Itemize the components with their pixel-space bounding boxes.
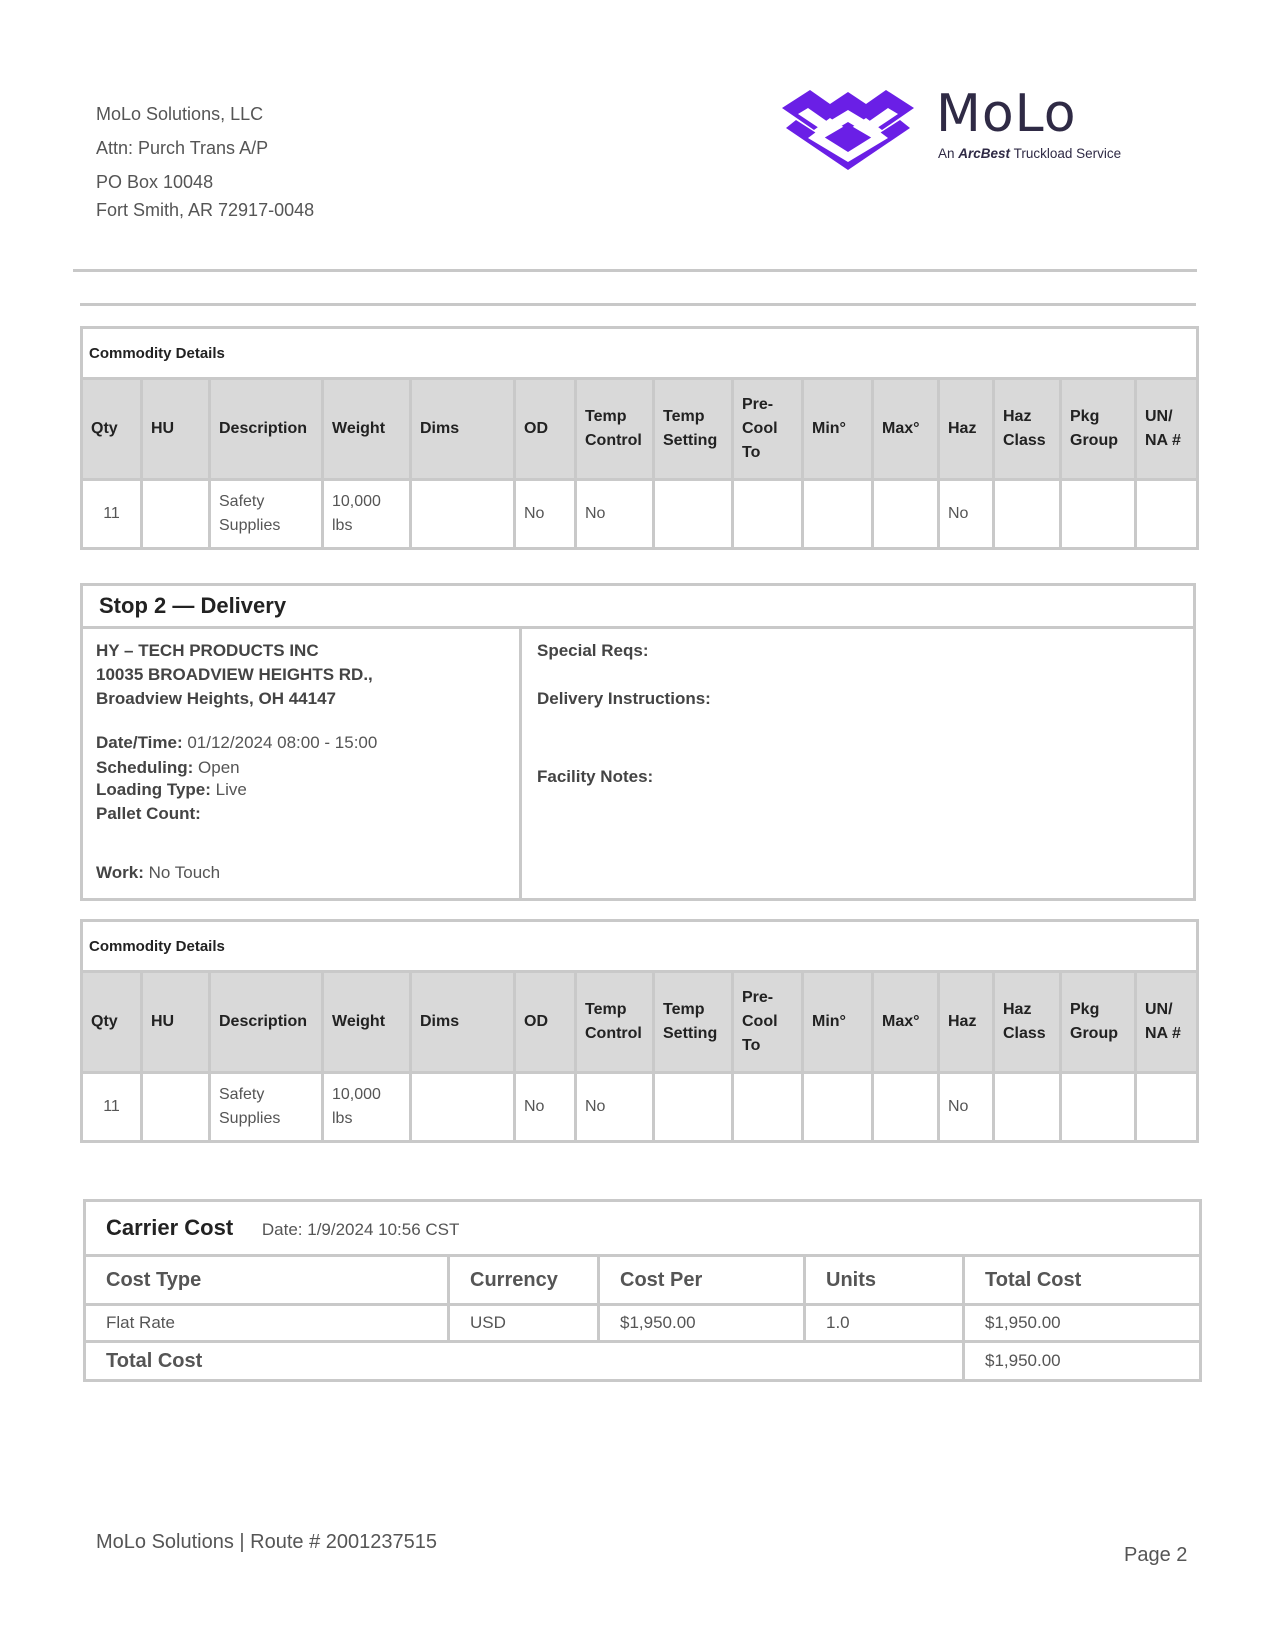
cell-haz: No	[939, 480, 994, 549]
col-temp-setting: Temp Setting	[654, 972, 733, 1073]
cell-hu	[142, 480, 210, 549]
col-un-na: UN/ NA #	[1136, 972, 1198, 1073]
cell-temp-control: No	[576, 480, 654, 549]
cell-max	[873, 480, 939, 549]
work: Work: No Touch	[96, 863, 221, 882]
col-cost-per: Cost Per	[599, 1256, 805, 1305]
col-pre-cool: Pre-Cool To	[733, 972, 803, 1073]
col-hu: HU	[142, 972, 210, 1073]
address-line: MoLo Solutions, LLC	[96, 104, 264, 124]
col-dims: Dims	[411, 972, 515, 1073]
commodity-header-row	[82, 972, 1198, 1073]
tagline-prefix: An	[938, 146, 955, 161]
col-haz: Haz	[939, 379, 994, 480]
col-units: Units	[805, 1256, 964, 1305]
molo-chevron-icon	[778, 84, 918, 176]
cell-weight: 10,000 lbs	[323, 1073, 411, 1142]
footer-route: MoLo Solutions | Route # 2001237515	[96, 1531, 438, 1553]
cell-cost-type: Flat Rate	[85, 1305, 449, 1342]
col-weight: Weight	[323, 972, 411, 1073]
col-dims: Dims	[411, 379, 515, 480]
cell-description: Safety Supplies	[210, 480, 323, 549]
col-pre-cool: Pre-Cool To	[733, 379, 803, 480]
pallet-count: Pallet Count:	[96, 804, 201, 823]
carrier-cost-table	[83, 1199, 1202, 1382]
table-row	[85, 1305, 1201, 1342]
cell-max	[873, 1073, 939, 1142]
cell-currency: USD	[449, 1305, 599, 1342]
col-min: Min°	[803, 379, 873, 480]
cell-cost-per: $1,950.00	[599, 1305, 805, 1342]
table-row	[82, 1073, 1198, 1142]
scheduling: Scheduling: Open	[96, 758, 240, 777]
cell-qty: 11	[82, 1073, 142, 1142]
special-reqs: Special Reqs:	[537, 641, 649, 660]
total-row	[85, 1342, 1201, 1381]
table-row	[82, 480, 1198, 549]
molo-logo	[778, 84, 1150, 176]
cell-dims	[411, 1073, 515, 1142]
col-pkg-group: Pkg Group	[1061, 379, 1136, 480]
col-cost-type: Cost Type	[85, 1256, 449, 1305]
logo-wordmark: MoLo	[936, 84, 1077, 144]
stop-2-delivery	[80, 583, 1196, 901]
cell-haz-class	[994, 480, 1061, 549]
page-number: Page 2	[1124, 1544, 1188, 1566]
cell-pkg-group	[1061, 1073, 1136, 1142]
commodity-table-stop2	[80, 919, 1199, 1143]
col-od: OD	[515, 379, 576, 480]
cell-temp-setting	[654, 1073, 733, 1142]
col-temp-setting: Temp Setting	[654, 379, 733, 480]
col-qty: Qty	[82, 379, 142, 480]
col-min: Min°	[803, 972, 873, 1073]
col-temp-control: Temp Control	[576, 379, 654, 480]
header-divider	[73, 269, 1197, 272]
address-line: Fort Smith, AR 72917-0048	[96, 200, 315, 220]
loading-type: Loading Type: Live	[96, 780, 247, 799]
col-hu: HU	[142, 379, 210, 480]
facility-street: 10035 BROADVIEW HEIGHTS RD.,	[96, 665, 373, 684]
col-haz-class: Haz Class	[994, 379, 1061, 480]
cell-dims	[411, 480, 515, 549]
facility-notes: Facility Notes:	[537, 767, 654, 786]
cell-temp-setting	[654, 480, 733, 549]
col-description: Description	[210, 972, 323, 1073]
facility-city: Broadview Heights, OH 44147	[96, 689, 336, 708]
col-haz-class: Haz Class	[994, 972, 1061, 1073]
cell-pre-cool	[733, 480, 803, 549]
cell-un-na	[1136, 480, 1198, 549]
col-pkg-group: Pkg Group	[1061, 972, 1136, 1073]
datetime: Date/Time: 01/12/2024 08:00 - 15:00	[96, 733, 378, 752]
cell-temp-control: No	[576, 1073, 654, 1142]
cell-haz: No	[939, 1073, 994, 1142]
section-divider	[80, 303, 1196, 306]
cell-description: Safety Supplies	[210, 1073, 323, 1142]
cell-pre-cool	[733, 1073, 803, 1142]
col-un-na: UN/ NA #	[1136, 379, 1198, 480]
cell-od: No	[515, 480, 576, 549]
logo-tagline	[938, 146, 1121, 161]
address-line: PO Box 10048	[96, 172, 214, 192]
col-haz: Haz	[939, 972, 994, 1073]
tagline-brand: ArcBest	[958, 146, 1011, 161]
stop-column-divider	[519, 626, 522, 898]
total-cost-label: Total Cost	[85, 1342, 964, 1381]
tagline-suffix: Truckload Service	[1013, 146, 1122, 161]
col-qty: Qty	[82, 972, 142, 1073]
cell-total-cost: $1,950.00	[964, 1305, 1201, 1342]
carrier-cost-title-row	[85, 1201, 1201, 1256]
cell-min	[803, 480, 873, 549]
stop-header	[83, 586, 1193, 629]
carrier-cost-title: Carrier Cost	[106, 1215, 234, 1240]
cell-min	[803, 1073, 873, 1142]
col-temp-control: Temp Control	[576, 972, 654, 1073]
address-line: Attn: Purch Trans A/P	[96, 138, 269, 158]
commodity-header-row	[82, 379, 1198, 480]
col-total-cost: Total Cost	[964, 1256, 1201, 1305]
col-currency: Currency	[449, 1256, 599, 1305]
commodity-title: Commodity Details	[82, 921, 1198, 972]
total-cost-value: $1,950.00	[964, 1342, 1201, 1381]
cell-weight: 10,000 lbs	[323, 480, 411, 549]
col-od: OD	[515, 972, 576, 1073]
delivery-instructions: Delivery Instructions:	[537, 689, 711, 708]
facility-name: HY – TECH PRODUCTS INC	[96, 641, 319, 660]
cell-units: 1.0	[805, 1305, 964, 1342]
cell-un-na	[1136, 1073, 1198, 1142]
cell-pkg-group	[1061, 480, 1136, 549]
col-description: Description	[210, 379, 323, 480]
cell-qty: 11	[82, 480, 142, 549]
col-max: Max°	[873, 972, 939, 1073]
commodity-table-stop1	[80, 326, 1199, 550]
stop-title: Stop 2 — Delivery	[99, 593, 287, 618]
cell-hu	[142, 1073, 210, 1142]
cell-od: No	[515, 1073, 576, 1142]
commodity-title: Commodity Details	[82, 328, 1198, 379]
carrier-cost-date: Date: 1/9/2024 10:56 CST	[261, 1220, 460, 1239]
cell-haz-class	[994, 1073, 1061, 1142]
cost-header-row	[85, 1256, 1201, 1305]
col-max: Max°	[873, 379, 939, 480]
col-weight: Weight	[323, 379, 411, 480]
